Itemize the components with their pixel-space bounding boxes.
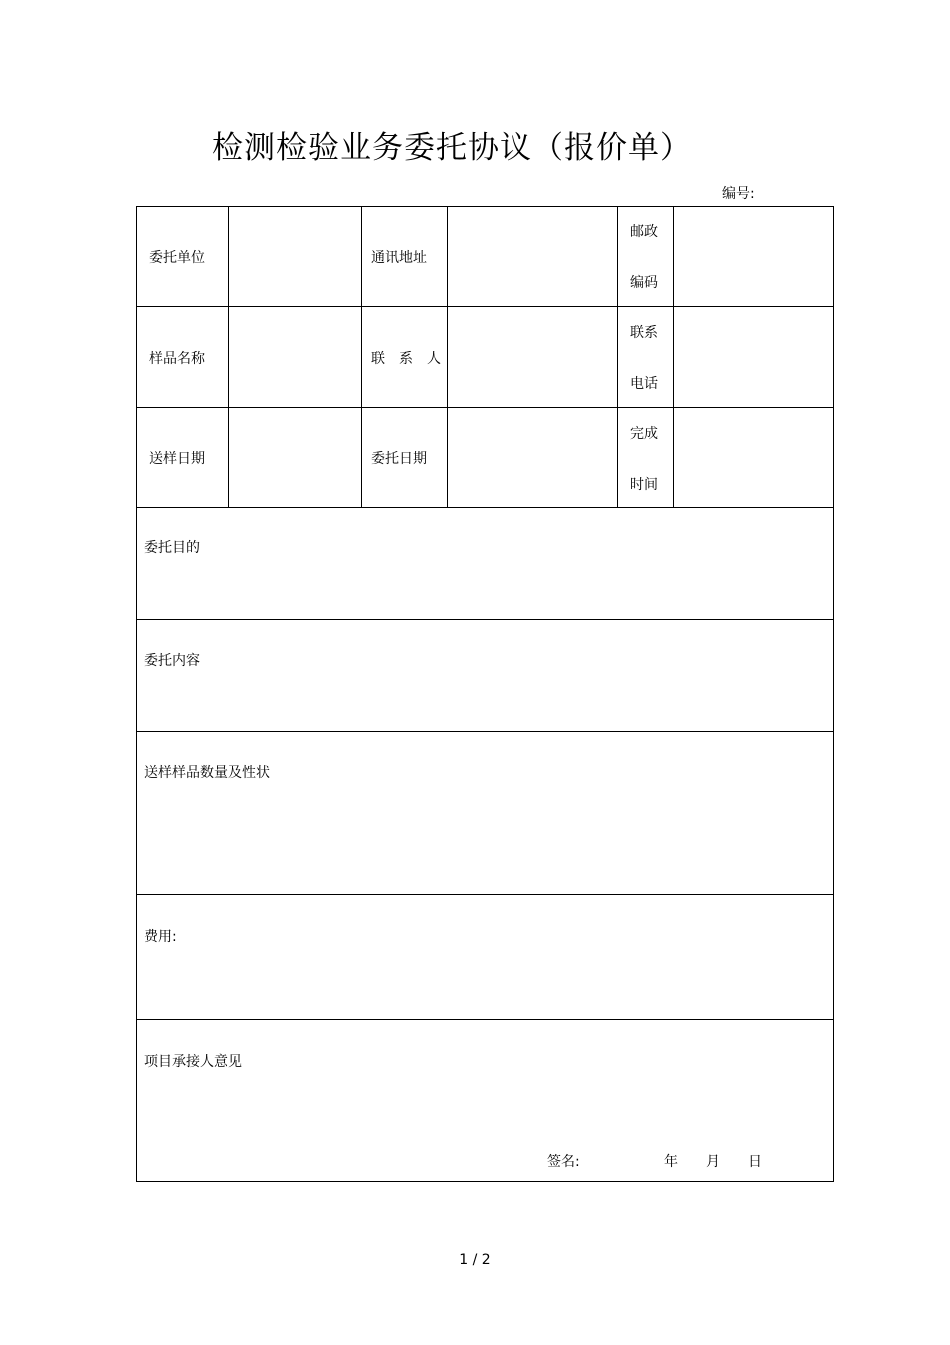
opinion-field[interactable] <box>137 1074 833 1140</box>
samples-label: 送样样品数量及性状 <box>144 765 270 781</box>
postal-code-label-line2: 编码 <box>630 275 658 291</box>
year-label: 年 <box>664 1154 678 1170</box>
client-unit-label: 委托单位 <box>149 250 205 266</box>
row-divider <box>136 507 834 508</box>
row-divider <box>136 1019 834 1020</box>
phone-field[interactable] <box>674 307 832 406</box>
purpose-field[interactable] <box>137 560 833 618</box>
serial-number-label: 编号: <box>722 186 755 202</box>
postal-code-label-line1: 邮政 <box>630 224 658 240</box>
contact-person-label: 联 系 人 <box>371 351 441 367</box>
row-divider <box>136 619 834 620</box>
signature-field[interactable] <box>586 1148 660 1170</box>
content-label: 委托内容 <box>144 653 200 669</box>
opinion-label: 项目承接人意见 <box>144 1054 242 1070</box>
month-label: 月 <box>706 1154 720 1170</box>
completion-time-label-line1: 完成 <box>630 426 658 442</box>
page-number: 1 / 2 <box>459 1252 491 1268</box>
fee-label: 费用: <box>144 929 177 945</box>
day-label: 日 <box>748 1154 762 1170</box>
completion-time-label-line2: 时间 <box>630 477 658 493</box>
column-divider <box>361 206 362 507</box>
phone-label-line1: 联系 <box>630 325 658 341</box>
fee-field[interactable] <box>137 949 833 1018</box>
row-divider <box>136 894 834 895</box>
address-label: 通讯地址 <box>371 250 427 266</box>
client-unit-field[interactable] <box>229 207 360 305</box>
row-divider <box>136 731 834 732</box>
samples-field[interactable] <box>137 785 833 893</box>
delivery-date-field[interactable] <box>229 408 360 506</box>
document-title: 检测检验业务委托协议（报价单） <box>212 130 692 166</box>
postal-code-field[interactable] <box>674 207 832 305</box>
address-field[interactable] <box>448 207 616 305</box>
phone-label-line2: 电话 <box>630 376 658 392</box>
column-divider <box>617 206 618 507</box>
delivery-date-label: 送样日期 <box>149 451 205 467</box>
signature-label: 签名: <box>547 1154 580 1170</box>
contact-person-field[interactable] <box>448 307 616 406</box>
commission-date-label: 委托日期 <box>371 451 427 467</box>
commission-date-field[interactable] <box>448 408 616 506</box>
content-field[interactable] <box>137 673 833 730</box>
completion-time-field[interactable] <box>674 408 832 506</box>
sample-name-field[interactable] <box>229 307 360 406</box>
sample-name-label: 样品名称 <box>149 351 205 367</box>
purpose-label: 委托目的 <box>144 540 200 556</box>
